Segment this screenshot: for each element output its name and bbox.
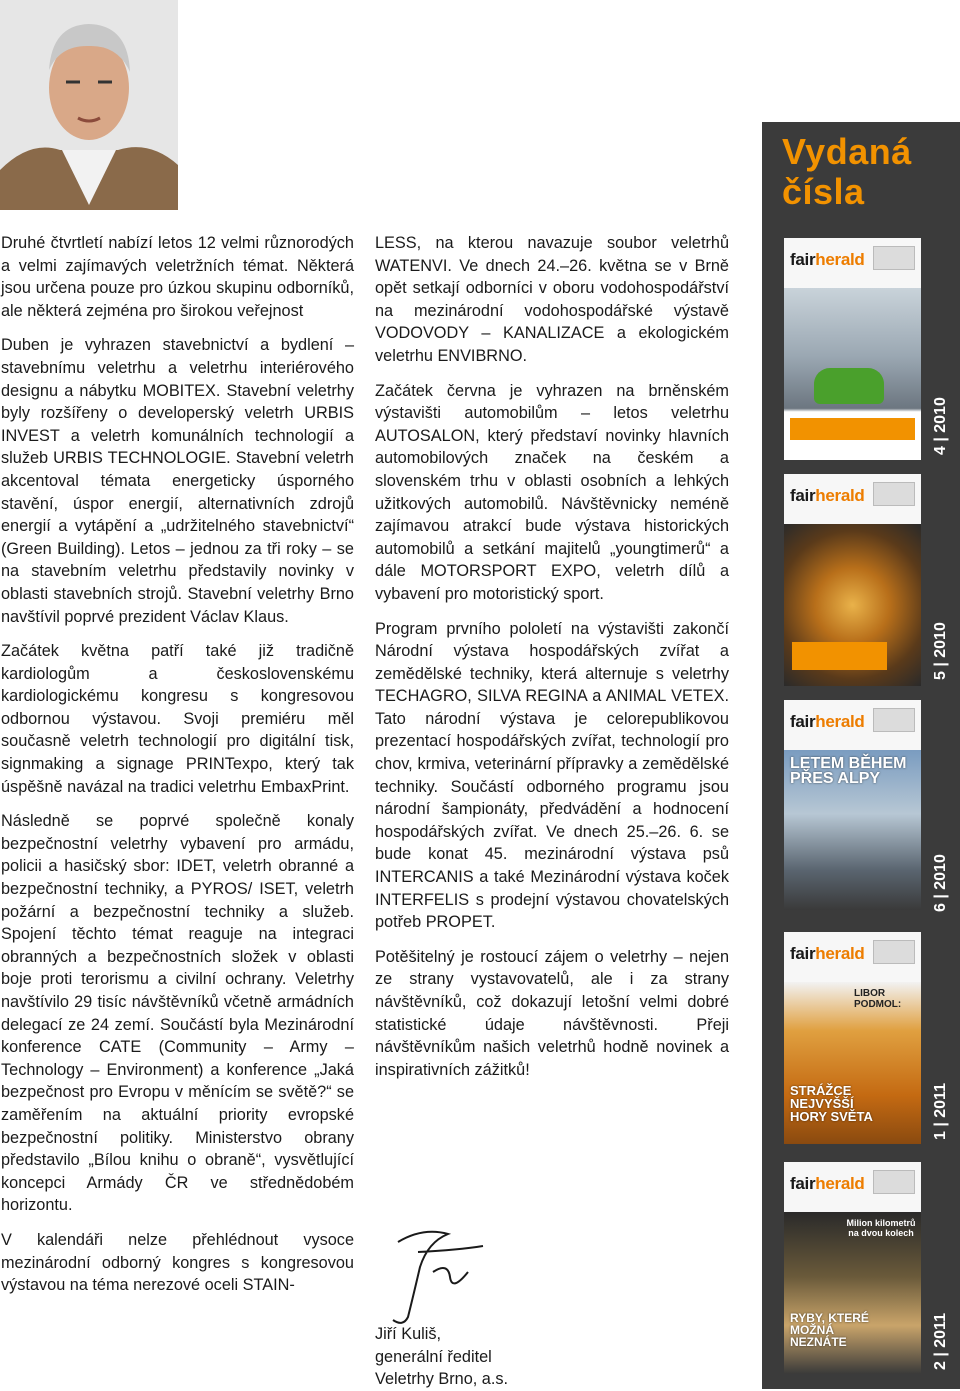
logo-icon — [873, 1170, 915, 1194]
logo-icon — [873, 246, 915, 270]
issue-cover-6-2010[interactable] — [784, 700, 921, 910]
signer-name: Jiří Kuliš, — [375, 1325, 442, 1343]
cover-subheadline: Milion kilometrů na dvou kolech — [846, 1218, 916, 1238]
car-illustration — [814, 368, 884, 404]
paragraph: Potěšitelný je rostoucí zájem o veletrhy – nejen ze strany vystavovatelů, ale i za strany návštěvníků, což dokazují letošní velmi dobré statistické údaje návštěvnosti. Přeji návštěvníkům našich veletrhů hodně novinek a inspirativních zážitků! — [375, 947, 729, 1079]
sidebar-title-line1: Vydaná — [782, 131, 912, 172]
brand-prefix: fair — [790, 1174, 816, 1193]
paragraph: Druhé čtvrtletí nabízí letos 12 velmi různorodých a velmi zajímavých veletržních témat. Některá jsou určena pouze pro úzkou skupinu odborníků, ale některá zejména pro širokou veřejnost — [1, 234, 354, 320]
signer-role: generální ředitel — [375, 1347, 492, 1366]
issue-label-1-2011: 1 | 2011 — [932, 1083, 949, 1140]
cover-headline: RYBY, KTERÉ MOŽNÁ NEZNÁTE — [790, 1311, 869, 1349]
brand-suffix: herald — [815, 712, 865, 731]
issue-cover-4-2010[interactable] — [784, 238, 921, 460]
logo-icon — [873, 482, 915, 506]
logo-icon — [873, 708, 915, 732]
paragraph: Program prvního pololetí na výstavišti zakončí Národní výstava hospodářských zvířat a zemědělské techniky, která alternuje s veletrhy TECHAGRO, SILVA REGINA a ANIMAL VETEX. Tato národní výstava je celorepublikovou prezentací hospodářských zvířat, technologií pro chov, krmiva, veterinární přípravky a zemědělské techniky. Součástí odborného programu jsou národní šampionáty, předvádění a hodnocení hospodářských zvířat. Ve dnech 25.–26. 6. se bude konat 45. mezinárodní výstava psů INTERCANIS a také Mezinárodní výstava koček INTERFELIS s prodejní výstavou chovatelských potřeb PROPET. — [375, 619, 729, 932]
cover-banner — [792, 642, 887, 670]
paragraph: Duben je vyhrazen stavebnictví a bydlení – stavebnímu veletrhu a veletrhu interiérového designu a nábytku MOBITEX. Stavební veletrhy byly rozšířeny o developerský veletrh URBIS INVEST a veletrh komunálních technologií a služeb URBIS TECHNOLOGIE. Stavební veletrh akcentoval témata energeticky úsporného stavění, úspor energií, alternativních zdrojů energií a vytápění a „udržitelného stavebnictví“ (Green Building). Letos – jednou za tři roky – se na stavebním veletrhu představily novinky v oblasti stavebních strojů. Stavební veletrhy Brno navštívil poprvé prezident Václav Klaus. — [1, 336, 354, 626]
issue-label-2-2011: 2 | 2011 — [932, 1313, 949, 1370]
signer-company: Veletrhy Brno, a.s. — [375, 1370, 509, 1389]
portrait-illustration — [0, 0, 178, 210]
sidebar-title — [782, 132, 912, 212]
portrait-photo — [0, 0, 178, 210]
brand-suffix: herald — [815, 486, 865, 505]
paragraph: LESS, na kterou navazuje soubor veletrhů WATENVI. Ve dnech 24.–26. května se v Brně opět setkají odborníci v oboru vodohospodářství na mezinárodní vodohospodářské výstavě VODOVODY – KANALIZACE a ekologickém veletrhu ENVIBRNO. — [375, 234, 729, 365]
cover-headline: LETEM BĚHEM PŘES ALPY — [790, 755, 907, 787]
issue-cover-2-2011[interactable] — [784, 1162, 921, 1374]
cover-headline: STRÁŽCE NEJVYŠŠÍ HORY SVĚTA — [790, 1083, 873, 1124]
cover-subheadline: LIBOR PODMOL: — [854, 988, 902, 1010]
paragraph: Následně se poprvé společně konaly bezpečnostní veletrhy vybavení pro armádu, policii a hasičský sbor: IDET, veletrh obranné a bezpečnostní techniky, a PYROS/ ISET, veletrh požární a bezpečnostní techniky a služeb. Spojení těchto témat reaguje na integraci obranných a bezpečnostních složek v oblasti boje proti terorismu a civilní ochrany. Veletrhy navštívilo 29 tisíc návštěvníků včetně armádních delegací ze 24 zemí. Součástí byla Mezinárodní konference CATE (Community – Army – Technology – Environment) a konference „Jaká bezpečnost pro Evropu v měnícím se světě?“ se zaměřením na aktuální priority evropské bezpečnostní politiky. Ministerstvo obrany představilo „Bílou knihu o obraně“, vysvětlující koncepci Armády ČR ve střednědobém horizontu. — [1, 812, 354, 1215]
brand-prefix: fair — [790, 250, 816, 269]
logo-icon — [873, 940, 915, 964]
brand-suffix: herald — [815, 250, 865, 269]
left-column — [1, 232, 354, 1309]
middle-column — [375, 232, 729, 1093]
brand-suffix: herald — [815, 1174, 865, 1193]
brand-prefix: fair — [790, 944, 816, 963]
paragraph: V kalendáři nelze přehlédnout vysoce mezinárodní odborný kongres s kongresovou výstavou na téma nerezové oceli STAIN- — [1, 1230, 354, 1295]
signer-block — [375, 1323, 508, 1391]
issue-label-4-2010: 4 | 2010 — [932, 397, 949, 455]
brand-suffix: herald — [815, 944, 865, 963]
brand-prefix: fair — [790, 486, 816, 505]
cover-banner — [790, 418, 915, 440]
issue-cover-5-2010[interactable] — [784, 474, 921, 686]
issue-cover-1-2011[interactable] — [784, 932, 921, 1144]
paragraph: Začátek května patří také již tradičně kardiologům a československému kardiologickému kongresu s kongresovou odbornou výstavou. Svoji premiéru měl současně veletrh technologií pro digitální tisk, signmaking a signage PRINTexpo, který tak úspěšně navázal na tradici veletrhu EmbaxPrint. — [1, 642, 354, 796]
issue-label-5-2010: 5 | 2010 — [932, 622, 949, 680]
paragraph: Začátek června je vyhrazen na brněnském výstavišti automobilům – letos veletrhu AUTOSALON, který představí novinky hlavních automobilových značek na českém a slovenském trhu v oblasti osobních a lehkých užitkových automobilů. Návštěvnicky neméně zajímavou atrakcí bude výstava historických automobilů a setkání majitelů „youngtimerů“ a dále MOTORSPORT EXPO, veletrh dílů a vybavení pro motoristický sport. — [375, 381, 729, 603]
signature-image — [378, 1222, 488, 1332]
sidebar-title-line2: čísla — [782, 171, 865, 212]
issue-label-6-2010: 6 | 2010 — [932, 854, 949, 912]
brand-prefix: fair — [790, 712, 816, 731]
